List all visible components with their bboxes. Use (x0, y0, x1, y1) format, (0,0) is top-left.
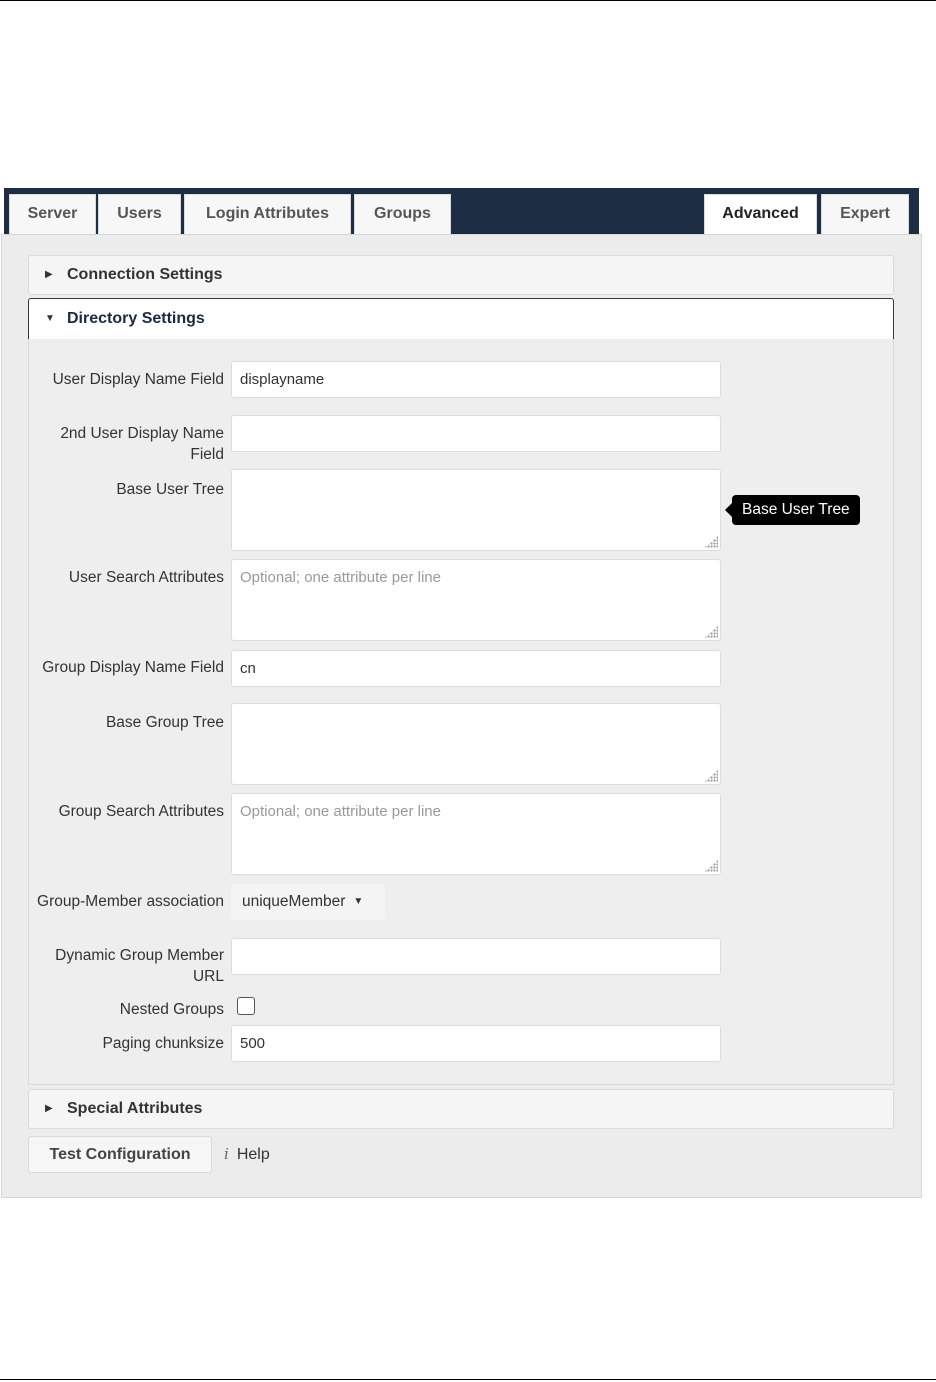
tab-users[interactable]: Users (98, 194, 181, 234)
second-user-display-name-input[interactable] (231, 415, 721, 452)
group-display-name-input[interactable] (231, 650, 721, 687)
resize-grip-icon[interactable] (704, 536, 718, 548)
base-group-tree-textarea[interactable] (231, 703, 721, 785)
tab-groups[interactable]: Groups (354, 194, 451, 234)
paging-chunksize-input[interactable] (231, 1025, 721, 1062)
special-attributes-header[interactable] (28, 1089, 894, 1129)
group-display-name-label: Group Display Name Field (42, 659, 224, 676)
info-icon: i (224, 1145, 229, 1163)
dynamic-group-member-url-input[interactable] (231, 938, 721, 975)
tab-server[interactable]: Server (9, 194, 96, 234)
user-display-name-value: displayname (240, 371, 325, 388)
directory-settings-label: Directory Settings (67, 310, 205, 327)
group-member-association-label: Group-Member association (37, 893, 224, 910)
user-search-attributes-textarea[interactable] (231, 559, 721, 641)
resize-grip-icon[interactable] (704, 626, 718, 638)
connection-settings-label: Connection Settings (67, 266, 223, 283)
group-search-attributes-label: Group Search Attributes (58, 803, 224, 820)
resize-grip-icon[interactable] (704, 770, 718, 782)
base-user-tree-label: Base User Tree (116, 481, 224, 498)
user-search-attributes-label: User Search Attributes (68, 569, 224, 586)
second-user-display-name-label: 2nd User Display Name Field (60, 425, 224, 463)
caret-down-icon: ▼ (45, 313, 55, 324)
base-user-tree-textarea[interactable] (231, 469, 721, 551)
user-search-attributes-placeholder: Optional; one attribute per line (240, 569, 441, 586)
caret-right-icon: ▶ (45, 269, 53, 280)
test-configuration-button[interactable]: Test Configuration (28, 1136, 212, 1173)
page-top-rule (0, 0, 936, 1)
tab-expert[interactable]: Expert (821, 194, 909, 234)
resize-grip-icon[interactable] (704, 860, 718, 872)
tab-login-attributes[interactable]: Login Attributes (184, 194, 351, 234)
group-display-name-value: cn (240, 660, 256, 677)
group-member-association-value: uniqueMember (242, 893, 346, 910)
page-bottom-rule (0, 1379, 936, 1380)
directory-settings-header[interactable] (28, 298, 894, 340)
help-label: Help (236, 1146, 270, 1163)
base-user-tree-tooltip: Base User Tree (732, 495, 860, 525)
user-display-name-label: User Display Name Field (52, 371, 224, 388)
nested-groups-label: Nested Groups (119, 1001, 224, 1018)
dynamic-group-member-url-label: Dynamic Group Member URL (55, 947, 224, 985)
special-attributes-label: Special Attributes (67, 1100, 203, 1117)
caret-down-icon: ▼ (353, 896, 364, 907)
help-link[interactable] (224, 1143, 270, 1166)
group-search-attributes-placeholder: Optional; one attribute per line (240, 803, 441, 820)
tab-advanced[interactable]: Advanced (704, 194, 817, 235)
settings-tabbar (4, 188, 919, 234)
nested-groups-checkbox[interactable] (237, 997, 255, 1015)
base-group-tree-label: Base Group Tree (105, 714, 224, 731)
group-search-attributes-textarea[interactable] (231, 793, 721, 875)
group-member-association-select[interactable] (231, 884, 385, 920)
user-display-name-input[interactable] (231, 361, 721, 398)
caret-right-icon: ▶ (45, 1103, 53, 1114)
connection-settings-header[interactable] (28, 255, 894, 295)
paging-chunksize-value: 500 (240, 1035, 266, 1052)
paging-chunksize-label: Paging chunksize (102, 1035, 224, 1052)
